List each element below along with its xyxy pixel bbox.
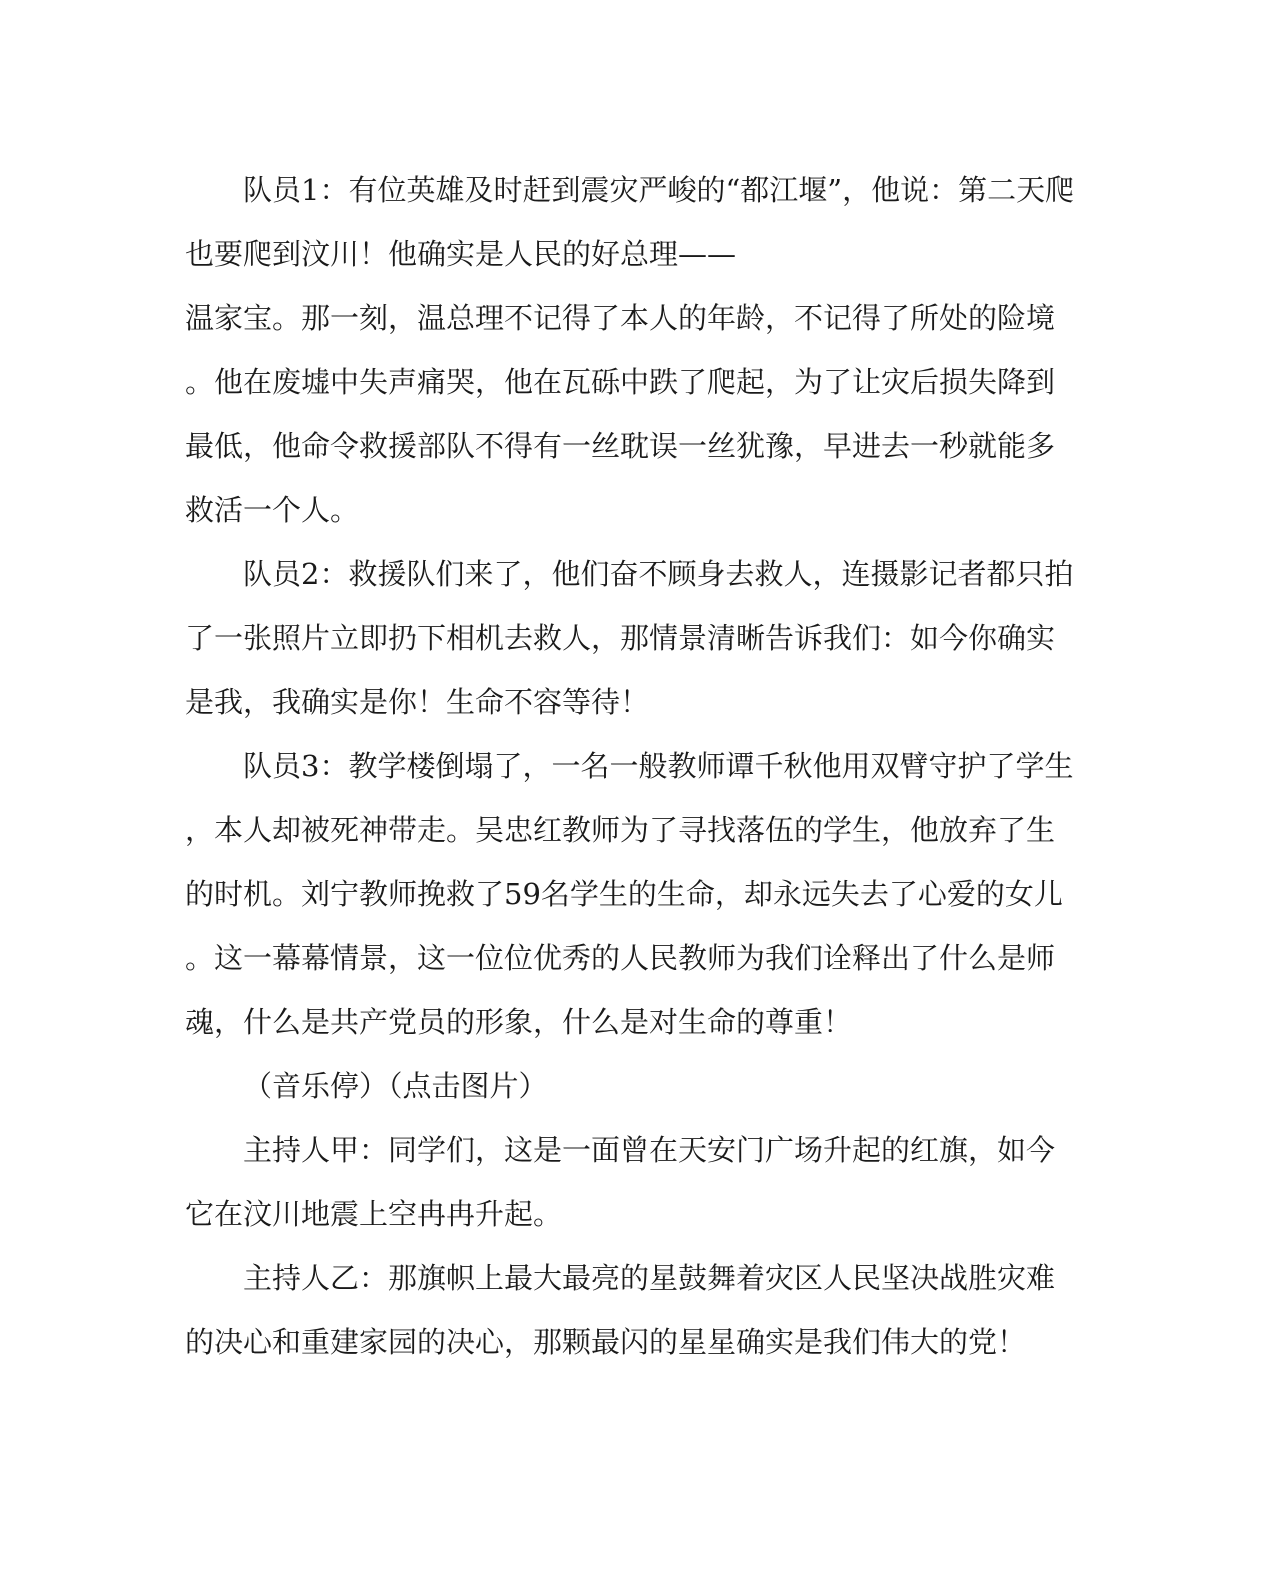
paragraph-line: 是我，我确实是你！生命不容等待！ bbox=[185, 685, 650, 719]
paragraph-line: 的时机。刘宁教师挽救了59名学生的生命，却永远失去了心爱的女儿 bbox=[185, 877, 1063, 911]
paragraph-line: 的决心和重建家园的决心，那颗最闪的星星确实是我们伟大的党！ bbox=[185, 1325, 1027, 1359]
paragraph-line: 队员1：有位英雄及时赶到震灾严峻的“都江堰”，他说：第二天爬 bbox=[243, 173, 1075, 207]
paragraph-line: 队员3：教学楼倒塌了，一名一般教师谭千秋他用双臂守护了学生 bbox=[243, 749, 1074, 783]
paragraph-line: 最低，他命令救援部队不得有一丝耽误一丝犹豫，早进去一秒就能多 bbox=[185, 429, 1056, 463]
paragraph-line: 主持人甲：同学们，这是一面曾在天安门广场升起的红旗，如今 bbox=[243, 1133, 1056, 1167]
paragraph-line: 救活一个人。 bbox=[185, 493, 360, 527]
paragraph-line: 它在汶川地震上空冉冉升起。 bbox=[185, 1197, 563, 1231]
paragraph-line: 也要爬到汶川！他确实是人民的好总理—— bbox=[185, 237, 737, 271]
paragraph-line: 主持人乙：那旗帜上最大最亮的星鼓舞着灾区人民坚决战胜灾难 bbox=[243, 1261, 1056, 1295]
paragraph-line: 魂，什么是共产党员的形象，什么是对生命的尊重！ bbox=[185, 1005, 853, 1039]
paragraph-line: 队员2：救援队们来了，他们奋不顾身去救人，连摄影记者都只拍 bbox=[243, 557, 1074, 591]
paragraph-line: 。这一幕幕情景，这一位位优秀的人民教师为我们诠释出了什么是师 bbox=[185, 941, 1056, 975]
paragraph-line: 了一张照片立即扔下相机去救人，那情景清晰告诉我们：如今你确实 bbox=[185, 621, 1056, 655]
paragraph-line: （音乐停）（点击图片） bbox=[243, 1069, 548, 1103]
paragraph-line: ，本人却被死神带走。吴忠红教师为了寻找落伍的学生，他放弃了生 bbox=[185, 813, 1056, 847]
paragraph-line: 。他在废墟中失声痛哭，他在瓦砾中跌了爬起，为了让灾后损失降到 bbox=[185, 365, 1056, 399]
paragraph-line: 温家宝。那一刻，温总理不记得了本人的年龄，不记得了所处的险境 bbox=[185, 301, 1056, 335]
